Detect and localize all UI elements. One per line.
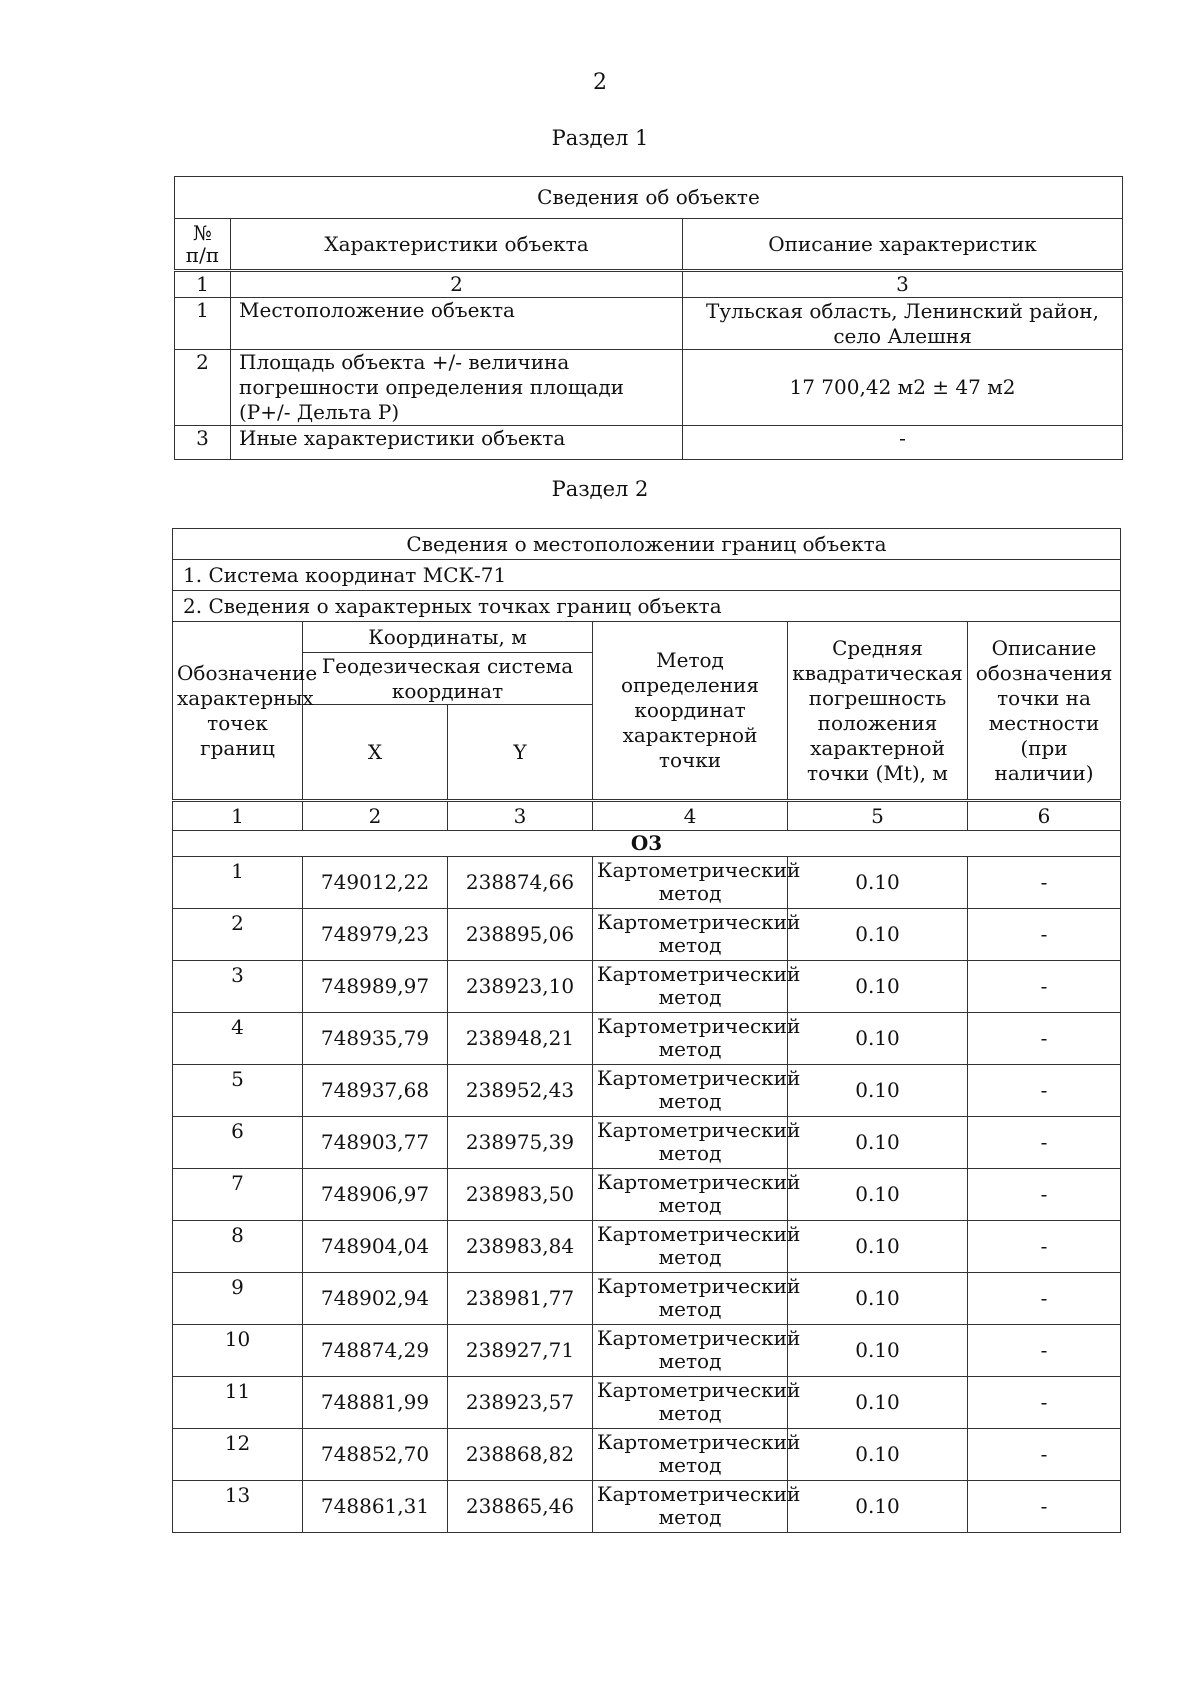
page-number: 2 [593,70,607,95]
header-number: № п/п [175,219,231,271]
table-row [173,961,1121,1013]
point-description: - [968,1429,1121,1481]
point-description: - [968,1065,1121,1117]
point-number: 13 [173,1481,303,1533]
coord-x: 748937,68 [303,1065,448,1117]
coord-x: 748906,97 [303,1169,448,1221]
row-name: Местоположение объекта [231,298,683,350]
point-number: 1 [173,857,303,909]
header-designation: Обозначение характерных точек границ [173,622,303,801]
coord-x: 748861,31 [303,1481,448,1533]
section1-title: Раздел 1 [551,126,649,150]
col-number: 3 [448,801,593,831]
point-description: - [968,1169,1121,1221]
error-mt: 0.10 [788,1169,968,1221]
col-number: 2 [303,801,448,831]
coord-x: 748874,29 [303,1325,448,1377]
table-row [173,1481,1121,1533]
table-row [173,1169,1121,1221]
error-mt: 0.10 [788,1273,968,1325]
col-number: 5 [788,801,968,831]
row-value: - [683,426,1123,460]
point-number: 2 [173,909,303,961]
method: Картометрический метод [593,1117,788,1169]
table-row [173,1065,1121,1117]
coord-x: 749012,22 [303,857,448,909]
header-y: Y [448,705,593,801]
table-row [173,1117,1121,1169]
method: Картометрический метод [593,857,788,909]
point-number: 4 [173,1013,303,1065]
point-number: 11 [173,1377,303,1429]
header-description: Описание обозначения точки на местности (при наличии) [968,622,1121,801]
table-row [173,909,1121,961]
coord-y: 238983,50 [448,1169,593,1221]
table-row [173,1429,1121,1481]
error-mt: 0.10 [788,1117,968,1169]
coord-x: 748979,23 [303,909,448,961]
point-number: 9 [173,1273,303,1325]
method: Картометрический метод [593,1065,788,1117]
group-label: О3 [173,831,1121,857]
coord-y: 238948,21 [448,1013,593,1065]
header-description: Описание характеристик [683,219,1123,271]
point-description: - [968,1117,1121,1169]
points-title: 2. Сведения о характерных точках границ объекта [173,591,1121,622]
table-row [175,298,1123,350]
point-description: - [968,857,1121,909]
point-number: 7 [173,1169,303,1221]
col-number: 1 [173,801,303,831]
header-method: Метод определения координат характерной точки [593,622,788,801]
boundary-points-table [172,528,1121,1533]
col-number: 3 [683,271,1123,298]
coord-y: 238868,82 [448,1429,593,1481]
error-mt: 0.10 [788,1221,968,1273]
row-number: 3 [175,426,231,460]
row-number: 2 [175,350,231,426]
coord-y: 238952,43 [448,1065,593,1117]
col-number: 4 [593,801,788,831]
coord-y: 238874,66 [448,857,593,909]
table-row [173,1273,1121,1325]
error-mt: 0.10 [788,909,968,961]
table-row [175,426,1123,460]
table-row [173,1325,1121,1377]
coord-y: 238895,06 [448,909,593,961]
method: Картометрический метод [593,909,788,961]
table-row [173,1377,1121,1429]
coord-y: 238981,77 [448,1273,593,1325]
point-number: 3 [173,961,303,1013]
coord-y: 238975,39 [448,1117,593,1169]
method: Картометрический метод [593,1013,788,1065]
method: Картометрический метод [593,1325,788,1377]
table-row [175,350,1123,426]
point-description: - [968,1377,1121,1429]
header-error: Средняя квадратическая погрешность положения характерной точки (Mt), м [788,622,968,801]
method: Картометрический метод [593,1481,788,1533]
object-info-table [174,176,1123,460]
point-number: 12 [173,1429,303,1481]
coord-y: 238923,10 [448,961,593,1013]
error-mt: 0.10 [788,1429,968,1481]
coord-x: 748902,94 [303,1273,448,1325]
error-mt: 0.10 [788,1013,968,1065]
point-number: 8 [173,1221,303,1273]
method: Картометрический метод [593,1429,788,1481]
table-title: Сведения о местоположении границ объекта [173,529,1121,560]
table-title: Сведения об объекте [175,177,1123,219]
header-geodetic: Геодезическая система координат [303,653,593,705]
point-number: 5 [173,1065,303,1117]
method: Картометрический метод [593,1221,788,1273]
coord-x: 748935,79 [303,1013,448,1065]
coord-x: 748904,04 [303,1221,448,1273]
coord-x: 748881,99 [303,1377,448,1429]
method: Картометрический метод [593,1169,788,1221]
col-number: 6 [968,801,1121,831]
header-characteristics: Характеристики объекта [231,219,683,271]
coord-y: 238983,84 [448,1221,593,1273]
row-value: 17 700,42 м2 ± 47 м2 [683,350,1123,426]
coord-y: 238923,57 [448,1377,593,1429]
method: Картометрический метод [593,1273,788,1325]
coord-x: 748903,77 [303,1117,448,1169]
point-number: 6 [173,1117,303,1169]
coord-y: 238927,71 [448,1325,593,1377]
point-description: - [968,961,1121,1013]
row-value: Тульская область, Ленинский район, село Алешня [683,298,1123,350]
header-coordinates: Координаты, м [303,622,593,653]
point-description: - [968,909,1121,961]
table-row [173,1013,1121,1065]
col-number: 2 [231,271,683,298]
row-name: Площадь объекта +/- величина погрешности определения площади (Р+/- Дельта Р) [231,350,683,426]
point-description: - [968,1221,1121,1273]
section2-title: Раздел 2 [551,477,649,501]
point-description: - [968,1273,1121,1325]
error-mt: 0.10 [788,1481,968,1533]
error-mt: 0.10 [788,1325,968,1377]
point-description: - [968,1013,1121,1065]
coord-system: 1. Система координат МСК-71 [173,560,1121,591]
row-number: 1 [175,298,231,350]
point-number: 10 [173,1325,303,1377]
method: Картометрический метод [593,1377,788,1429]
point-description: - [968,1481,1121,1533]
table-row [173,1221,1121,1273]
table-row [173,857,1121,909]
header-x: X [303,705,448,801]
method: Картометрический метод [593,961,788,1013]
error-mt: 0.10 [788,1377,968,1429]
coord-x: 748852,70 [303,1429,448,1481]
error-mt: 0.10 [788,961,968,1013]
error-mt: 0.10 [788,857,968,909]
coord-x: 748989,97 [303,961,448,1013]
col-number: 1 [175,271,231,298]
row-name: Иные характеристики объекта [231,426,683,460]
point-description: - [968,1325,1121,1377]
error-mt: 0.10 [788,1065,968,1117]
coord-y: 238865,46 [448,1481,593,1533]
